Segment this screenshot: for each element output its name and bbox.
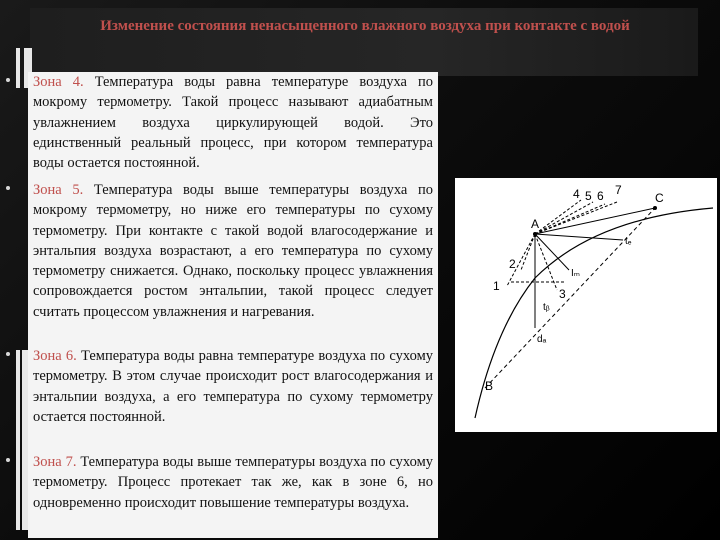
paragraph-zone-4: [33, 72, 433, 173]
point-c-marker: [653, 206, 657, 210]
paragraph-text: Температура воды выше температуры воздуха по мокрому термометру, но ниже его температуры по сухому термометру. При контакте с такой водой влагосодержание и энтальпия воздуха возрастают, а его температура по сухому термометру снижается. Однако, поскольку процесс увлажнения сопровождается ростом энтальпии, такой процесс следует считать процессом увлажнения и нагревания.: [33, 182, 433, 320]
decor-bar: [16, 48, 20, 88]
label-d-const: dₐ: [537, 334, 547, 345]
isotherm-dry: [535, 234, 623, 240]
paragraph-zone-5: [33, 180, 433, 322]
paragraph-zone-7: [33, 452, 433, 513]
saturation-curve: [475, 208, 713, 418]
label-point-a: A: [531, 217, 540, 231]
point-a-marker: [533, 232, 537, 236]
bullet-icon: [6, 458, 10, 462]
label-t-wet: tᵦ: [543, 302, 550, 313]
label-t-dry: tₑ: [625, 236, 632, 247]
zone-label: Зона 6.: [33, 348, 77, 364]
line-i-const: [535, 234, 569, 270]
label-4: 4: [573, 187, 580, 201]
process-line-bc: [485, 208, 655, 388]
label-2: 2: [509, 257, 516, 271]
ray-5: [535, 202, 593, 234]
decor-bar: [16, 350, 20, 530]
label-i-const: Iₘ: [571, 268, 581, 279]
paragraph-text: Температура воды выше температуры воздуха по сухому термометру. Процесс протекает так же, как в зоне 6, но одновременно происходит повышение температуры воздуха.: [33, 454, 434, 511]
label-point-b: B: [485, 379, 494, 393]
paragraph-text: Температура воды равна температуре воздуха по сухому термометру. В этом случае происходит рост влагосодержания и энтальпии воздуха, а его температура по сухому термометру остается постоянной.: [33, 348, 433, 425]
zone-label: Зона 7.: [33, 454, 77, 470]
label-point-c: C: [655, 191, 664, 205]
ray-7: [535, 202, 617, 234]
process-diagram: [455, 178, 717, 432]
ray-2: [521, 234, 535, 270]
bullet-icon: [6, 78, 10, 82]
zone-label: Зона 5.: [33, 182, 84, 198]
label-1: 1: [493, 279, 500, 293]
bullet-icon: [6, 352, 10, 356]
zone-label: Зона 4.: [33, 74, 84, 90]
label-7: 7: [615, 183, 622, 197]
paragraph-zone-6: [33, 346, 433, 427]
bullet-icon: [6, 186, 10, 190]
label-3: 3: [559, 287, 566, 301]
paragraph-text: Температура воды равна температуре воздуха по мокрому термометру. Такой процесс называют адиабатным увлажнением воздуха циркулирующей водой. Это единственный реальный процесс, при котором температура воды остается постоянной.: [33, 74, 433, 172]
label-6: 6: [597, 189, 604, 203]
slide-title: Изменение состояния ненасыщенного влажного воздуха при контакте с водой: [100, 18, 630, 34]
diagram-svg: [455, 178, 717, 432]
label-5: 5: [585, 189, 592, 203]
